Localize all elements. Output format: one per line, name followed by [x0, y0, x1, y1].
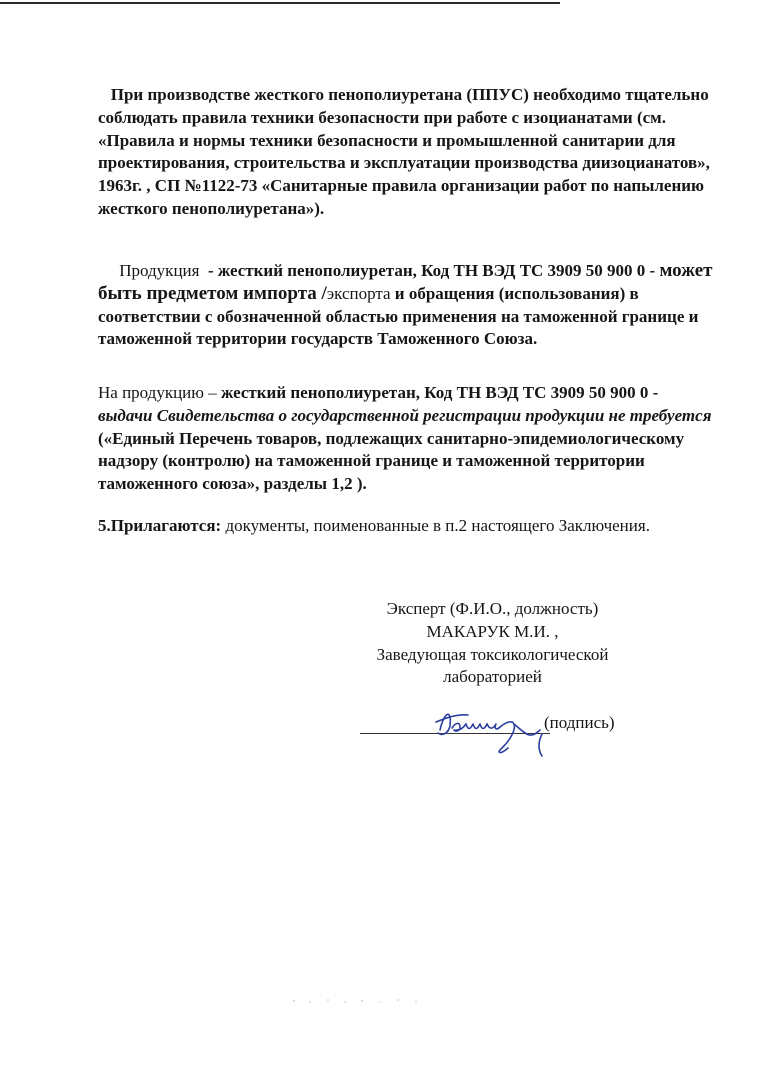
registration-reference: («Единый Перечень товаров, подлежащих санитарно-эпидемиологическому надзору (контролю) на таможенной границе и таможенной территории таможенного союза», разделы 1,2 ). [98, 428, 685, 494]
safety-paragraph [98, 84, 713, 221]
top-border-line [0, 2, 560, 4]
export-word: экспорта [326, 283, 391, 303]
import-statement: может быть предметом импорта / [98, 260, 713, 304]
registration-lead: На продукцию – [98, 383, 217, 402]
registration-not-required: выдачи Свидетельства о государственной регистрации продукции не требуется [98, 405, 712, 425]
product-import-paragraph [98, 260, 713, 351]
signature-label: (подпись) [544, 713, 615, 732]
usage-statement: и обращения (использования) в соответствии с обозначенной областью применения на таможенной границе и таможенной территории государств Таможенного Союза. [98, 283, 699, 349]
expert-name: МАКАРУК М.И. , [426, 621, 559, 641]
registration-product-code: жесткий пенополиуретан, Код ТН ВЭД ТС 3909 50 900 0 - [220, 383, 659, 402]
handwritten-signature-icon [430, 700, 560, 760]
expert-lab: лабораторией [443, 667, 542, 687]
expert-position: Заведующая токсикологической [376, 644, 609, 664]
expert-signature-block [350, 598, 635, 689]
attachments-heading: 5.Прилагаются: [98, 516, 222, 535]
attachments-paragraph [98, 515, 713, 538]
product-lead: Продукция [119, 261, 200, 280]
safety-paragraph-text: При производстве жесткого пенополиуретана (ППУС) необходимо тщательно соблюдать правила техники безопасности при работе с изоцианатами (см. «Правила и нормы техники безопасности и промышленной санитарии для проектирования, строительства и эксплуатации производства диизоцианатов», 1963г. , СП №1122-73 «Санитарные правила организации работ по напылению жесткого пенополиуретана»). [98, 85, 710, 218]
product-code: - жесткий пенополиуретан, Код ТН ВЭД ТС 3909 50 900 0 - [207, 261, 656, 280]
registration-paragraph [98, 382, 713, 496]
attachments-text: документы, поименованные в п.2 настоящего Заключения. [225, 516, 650, 535]
expert-title: Эксперт (Ф.И.О., должность) [386, 599, 599, 618]
scan-specks [290, 997, 430, 1005]
